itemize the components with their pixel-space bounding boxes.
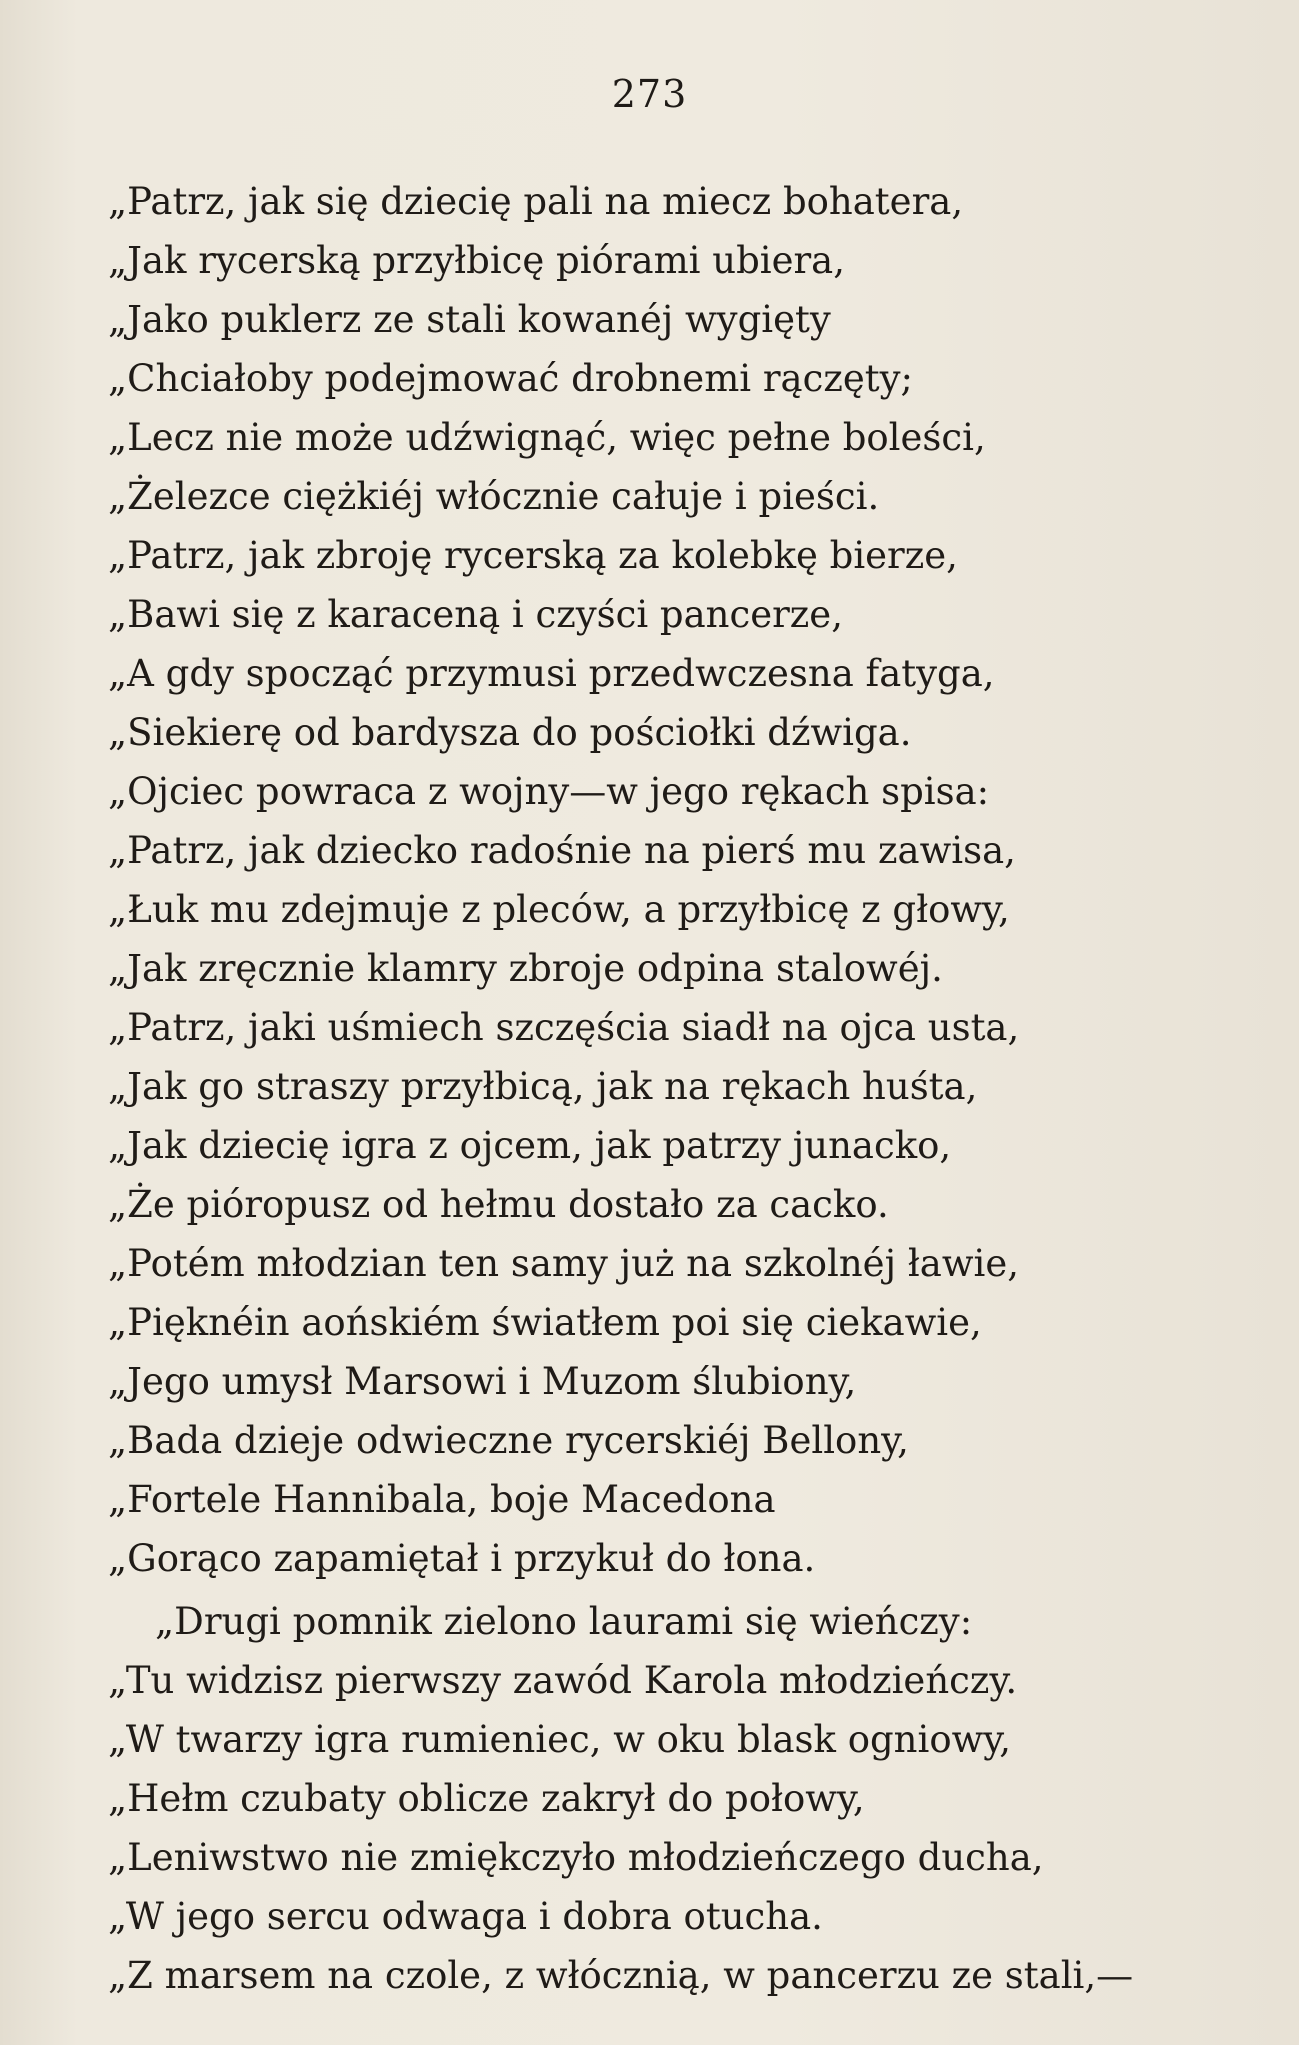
poem-line: „Gorąco zapamiętał i przykuł do łona. [108, 1537, 816, 1580]
poem-line: „Drugi pomnik zielono laurami się wieńczy: [155, 1600, 973, 1643]
poem-line: „Tu widzisz pierwszy zawód Karola młodzieńczy. [108, 1659, 1018, 1702]
poem-line: „Żelezce ciężkiéj włócznie całuje i pieści. [108, 475, 880, 518]
poem-line: „Hełm czubaty oblicze zakrył do połowy, [108, 1777, 865, 1820]
poem-line: „Potém młodzian ten samy już na szkolnéj ławie, [108, 1242, 1020, 1285]
poem-line: „Lecz nie może udźwignąć, więc pełne boleści, [108, 416, 986, 459]
poem-line: „Bawi się z karaceną i czyści pancerze, [108, 593, 843, 636]
poem-line: „Patrz, jak zbroję rycerską za kolebkę bierze, [108, 534, 958, 577]
poem-line: „Jak go straszy przyłbicą, jak na rękach huśta, [108, 1065, 978, 1108]
poem-line: „Patrz, jak dziecko radośnie na pierś mu zawisa, [108, 829, 1016, 872]
poem-line: „Patrz, jak się dziecię pali na miecz bohatera, [108, 180, 964, 223]
poem-line: „Fortele Hannibala, boje Macedona [108, 1478, 776, 1521]
poem-line: „Chciałoby podejmować drobnemi rączęty; [108, 357, 913, 400]
poem-line: „Leniwstwo nie zmiękczyło młodzieńczego ducha, [108, 1836, 1044, 1879]
poem-line: „Jak rycerską przyłbicę piórami ubiera, [108, 239, 846, 282]
poem-line: „W jego sercu odwaga i dobra otucha. [108, 1895, 823, 1938]
poem-line: „Patrz, jaki uśmiech szczęścia siadł na ojca usta, [108, 1006, 1020, 1049]
poem-line: „Jak dziecię igra z ojcem, jak patrzy junacko, [108, 1124, 952, 1167]
poem-line: „A gdy spocząć przymusi przedwczesna fatyga, [108, 652, 995, 695]
page-number: 273 [611, 72, 688, 116]
poem-line: „Jako puklerz ze stali kowanéj wygięty [108, 298, 831, 341]
poem-line: „Jak zręcznie klamry zbroje odpina stalowéj. [108, 947, 943, 990]
poem-line: „W twarzy igra rumieniec, w oku blask ogniowy, [108, 1718, 1012, 1761]
poem-line: „Z marsem na czole, z włócznią, w pancerzu ze stali,— [108, 1954, 1134, 1997]
poem-line: „Ojciec powraca z wojny—w jego rękach spisa: [108, 770, 990, 813]
poem-line: „Pięknéin aońskiém światłem poi się ciekawie, [108, 1301, 982, 1344]
poem-line: „Bada dzieje odwieczne rycerskiéj Bellony, [108, 1419, 909, 1462]
poem-line: „Że pióropusz od hełmu dostało za cacko. [108, 1183, 889, 1226]
poem-line: „Siekierę od bardysza do pościołki dźwiga. [108, 711, 912, 754]
poem-line: „Łuk mu zdejmuje z pleców, a przyłbicę z głowy, [108, 888, 1010, 931]
poem-line: „Jego umysł Marsowi i Muzom ślubiony, [108, 1360, 857, 1403]
